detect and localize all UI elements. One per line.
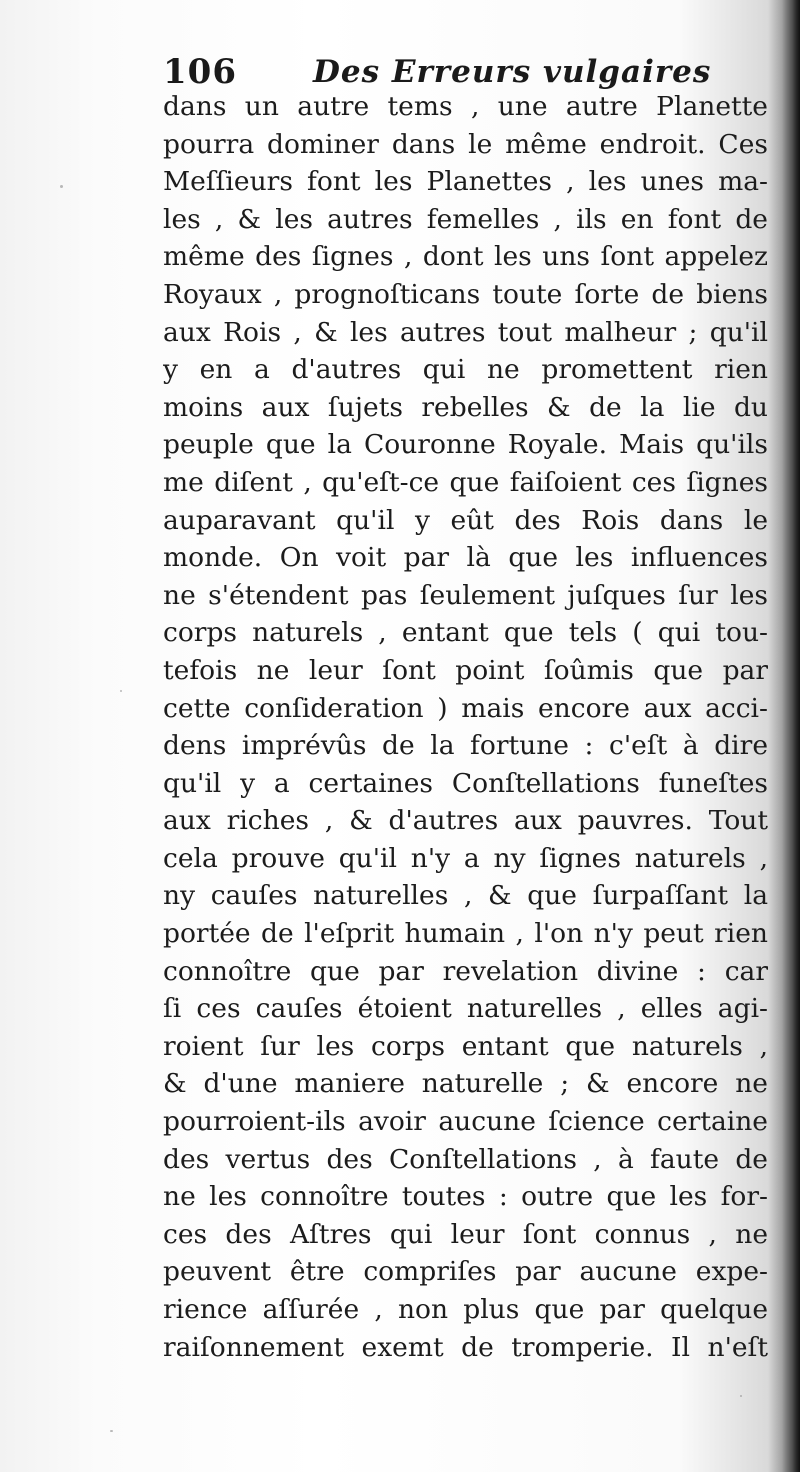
text-line: portée de l'eſprit humain , l'on n'y peut rien [163,918,768,950]
text-line: moins aux ſujets rebelles & de la lie du [163,391,768,423]
text-line: monde. On voit par là que les influences [163,542,768,574]
text-line: raiſonnement exemt de tromperie. Il n'eſt [163,1331,768,1363]
text-line: roient ſur les corps entant que naturels , [163,1030,768,1062]
text-line: ſi ces cauſes étoient naturelles , elles agi- [163,993,768,1025]
text-line: ne les connoître toutes : outre que les for- [163,1181,768,1213]
text-line: peuple que la Couronne Royale. Mais qu'ils [163,429,768,461]
text-line: auparavant qu'il y eût des Rois dans le [163,504,768,536]
body-text [163,88,768,1366]
text-line: corps naturels , entant que tels ( qui tou- [163,617,768,649]
text-line: pourra dominer dans le même endroit. Ces [163,128,768,160]
text-line: des vertus des Conſtellations , à faute de [163,1143,768,1175]
text-line: Royaux , prognoſticans toute ſorte de biens [163,278,768,310]
text-line: pourroient-ils avoir aucune ſcience certaine [163,1106,768,1138]
text-line: dans un autre tems , une autre Planette [163,91,768,122]
paper-speck [60,185,63,188]
text-line: ne s'étendent pas ſeulement juſques ſur les [163,579,768,611]
text-line: aux Rois , & les autres tout malheur ; qu'il [163,316,768,348]
text-line: rience aſſurée , non plus que par quelque [163,1294,768,1325]
text-line: aux riches , & d'autres aux pauvres. Tout [163,805,768,837]
binding-shadow [782,0,800,1472]
text-line: & d'une maniere naturelle ; & encore ne [163,1068,768,1100]
running-title: Des Erreurs vulgaires [313,54,712,90]
text-line: cette conſideration ) mais encore aux acci- [163,692,768,724]
text-line: tefois ne leur ſont point ſoûmis que par [163,654,768,686]
text-line: même des ſignes , dont les uns ſont appelez [163,241,768,273]
text-line: cela prouve qu'il n'y a ny ſignes naturels , [163,842,768,874]
paper-speck [110,1430,113,1432]
text-line: peuvent être compriſes par aucune expe- [163,1256,768,1288]
paper-speck [740,1395,742,1397]
text-line: y en a d'autres qui ne promettent rien [163,354,768,386]
text-line: Meſſieurs font les Planettes , les unes ma- [163,166,768,198]
text-line: qu'il y a certaines Conſtellations funeſtes [163,767,768,799]
text-line: dens imprévûs de la fortune : c'eſt à dire [163,730,768,762]
paper-speck [120,690,122,692]
text-line: les , & les autres femelles , ils en font de [163,203,768,235]
page-number: 106 [163,52,237,92]
text-line: ces des Aſtres qui leur ſont connus , ne [163,1218,768,1250]
text-line: ny cauſes naturelles , & que ſurpaſſant la [163,880,768,912]
text-line: connoître que par revelation divine : car [163,955,768,987]
text-line: me diſent , qu'eſt-ce que faiſoient ces ſignes [163,466,768,498]
